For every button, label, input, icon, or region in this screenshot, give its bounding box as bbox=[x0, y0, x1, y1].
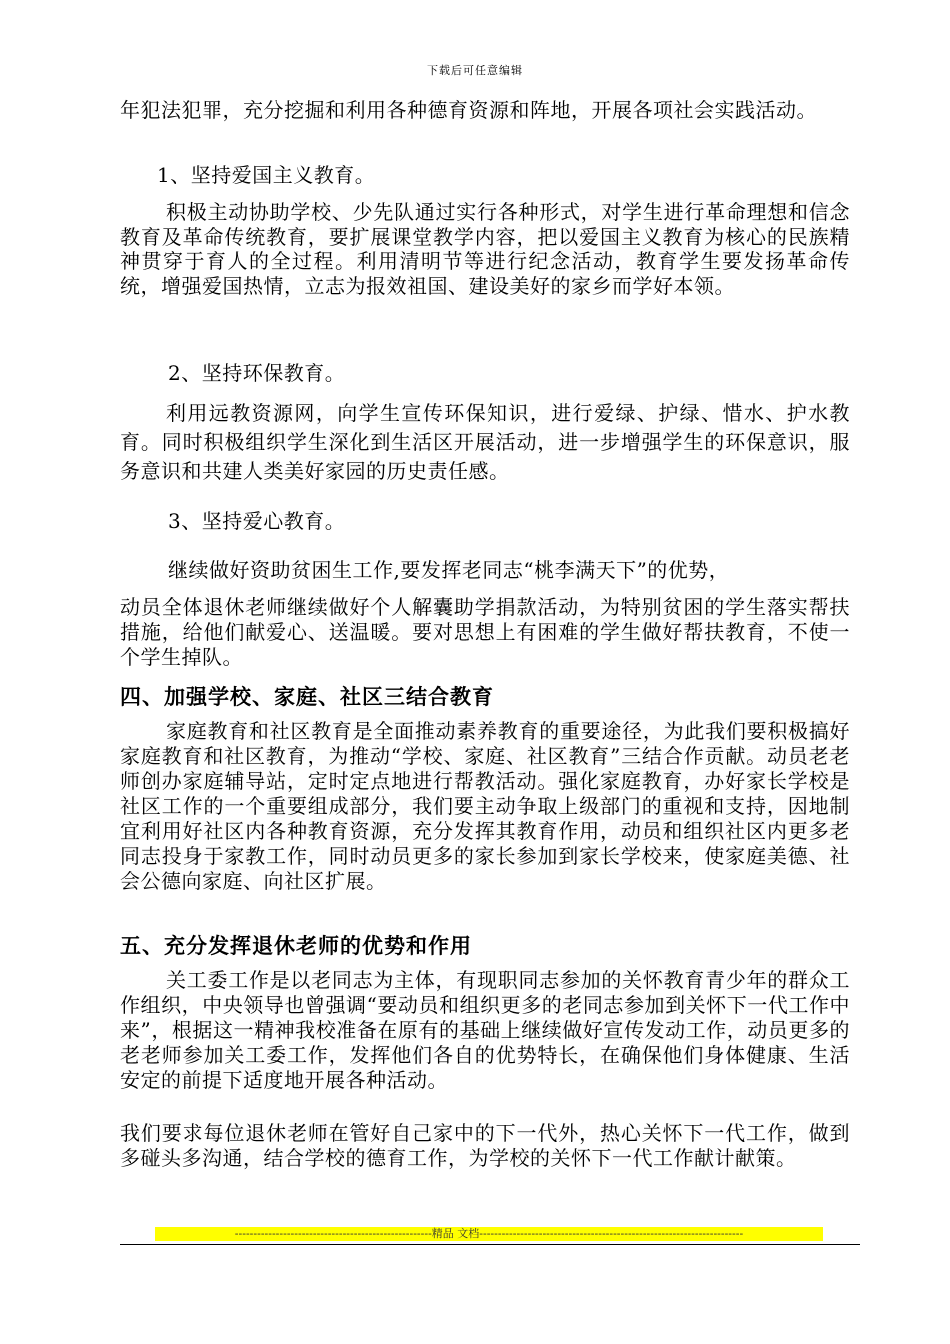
item1-text: 积极主动协助学校、少先队通过实行各种形式，对学生进行革命理想和信念教育及革命传统教育，要扩展课堂教学内容，把以爱国主义教育为核心的民族精神贯穿于育人的全过程。利用清明节等进行纪念活动，教育学生要发扬革命传统，增强爱国热情，立志为报效祖国、建设美好的家乡而学好本领。 bbox=[120, 200, 850, 298]
footer-banner: -----------------------------------------------------精品 文档----------------------------------------------------------------------- bbox=[155, 1227, 823, 1241]
section4-heading: 四、加强学校、家庭、社区三结合教育 bbox=[120, 685, 494, 709]
section5-heading: 五、充分发挥退休老师的优势和作用 bbox=[120, 934, 472, 958]
section5-closing-text: 我们要求每位退休老师在管好自己家中的下一代外，热心关怀下一代工作，做到多碰头多沟通，结合学校的德育工作，为学校的关怀下一代工作献计献策。 bbox=[120, 1121, 850, 1170]
page-header-note: 下载后可任意编辑 bbox=[427, 64, 523, 77]
item2-title: 2、坚持环保教育。 bbox=[168, 361, 346, 385]
item3-text-first-line: 继续做好资助贫困生工作,要发挥老同志“桃李满天下”的优势， bbox=[168, 558, 730, 582]
footer-divider bbox=[120, 1244, 860, 1245]
item3-text: 动员全体退休老师继续做好个人解囊助学捐款活动，为特别贫困的学生落实帮扶措施，给他们献爱心、送温暖。要对思想上有困难的学生做好帮扶教育，不使一个学生掉队。 bbox=[120, 595, 850, 669]
item3-title: 3、坚持爱心教育。 bbox=[168, 509, 346, 533]
paragraph-intro: 年犯法犯罪，充分挖掘和利用各种德育资源和阵地，开展各项社会实践活动。 bbox=[120, 98, 817, 122]
item1-title: 1、坚持爱国主义教育。 bbox=[157, 163, 376, 187]
section5-text: 关工委工作是以老同志为主体，有现职同志参加的关怀教育青少年的群众工作组织，中央领导也曾强调“要动员和组织更多的老同志参加到关怀下一代工作中来”，根据这一精神我校准备在原有的基础上继续做好宣传发动工作，动员更多的老老师参加关工委工作，发挥他们各自的优势特长，在确保他们身体健康、生活安定的前提下适度地开展各种活动。 bbox=[120, 968, 850, 1092]
section4-text: 家庭教育和社区教育是全面推动素养教育的重要途径，为此我们要积极搞好家庭教育和社区教育，为推动“学校、家庭、社区教育”三结合作贡献。动员老老师创办家庭辅导站，定时定点地进行帮教活动。强化家庭教育，办好家长学校是社区工作的一个重要组成部分，我们要主动争取上级部门的重视和支持，因地制宜利用好社区内各种教育资源，充分发挥其教育作用，动员和组织社区内更多老同志投身于家教工作，同时动员更多的家长参加到家长学校来，使家庭美德、社会公德向家庭、向社区扩展。 bbox=[120, 719, 850, 893]
item2-text: 利用远教资源网，向学生宣传环保知识，进行爱绿、护绿、惜水、护水教育。同时积极组织学生深化到生活区开展活动，进一步增强学生的环保意识，服务意识和共建人类美好家园的历史责任感。 bbox=[120, 401, 850, 483]
